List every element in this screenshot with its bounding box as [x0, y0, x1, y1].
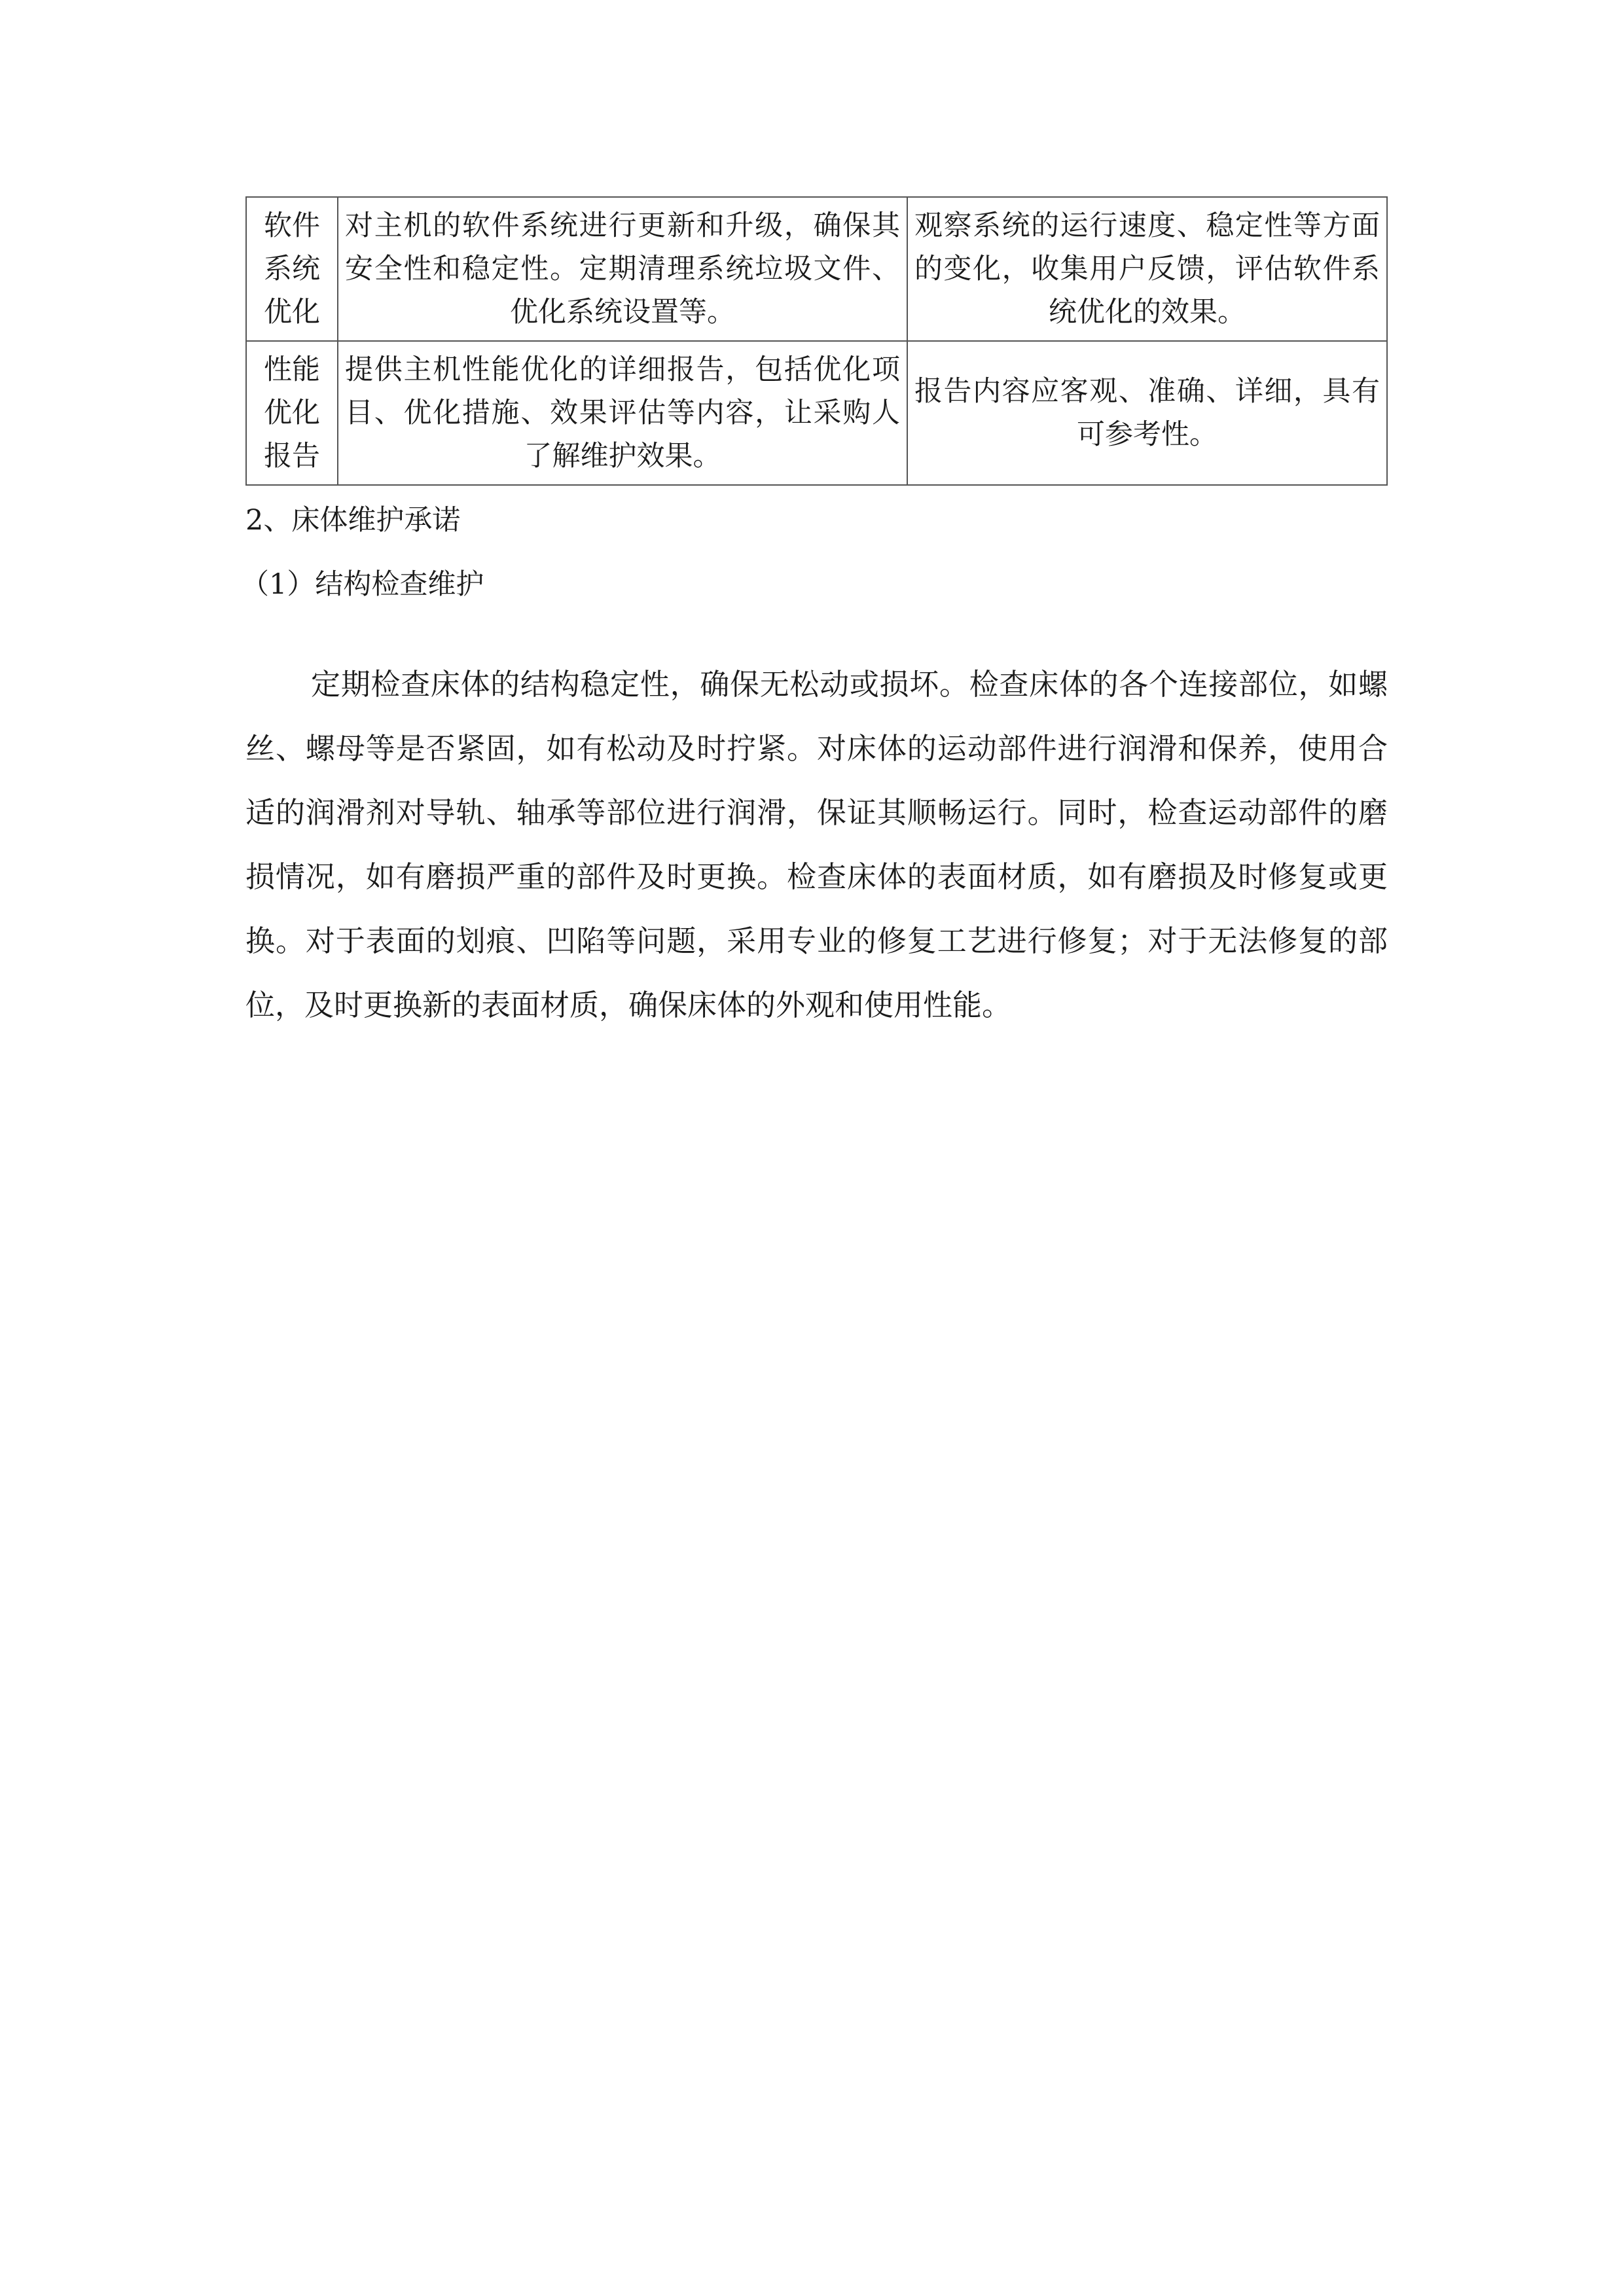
maintenance-table [245, 196, 1388, 486]
table-cell-item: 软件系统优化 [246, 197, 338, 341]
section-heading: 2、床体维护承诺 [245, 504, 461, 537]
table-row [246, 197, 1387, 341]
subsection-heading: （1）结构检查维护 [241, 568, 484, 601]
table-cell-standard: 观察系统的运行速度、稳定性等方面的变化，收集用户反馈，评估软件系统优化的效果。 [907, 197, 1387, 341]
table-cell-content: 对主机的软件系统进行更新和升级，确保其安全性和稳定性。定期清理系统垃圾文件、优化系统设置等。 [338, 197, 907, 341]
table-row [246, 341, 1387, 485]
table-cell-content: 提供主机性能优化的详细报告，包括优化项目、优化措施、效果评估等内容，让采购人了解维护效果。 [338, 341, 907, 485]
table-cell-item: 性能优化报告 [246, 341, 338, 485]
body-paragraph: 定期检查床体的结构稳定性，确保无松动或损坏。检查床体的各个连接部位，如螺丝、螺母等是否紧固，如有松动及时拧紧。对床体的运动部件进行润滑和保养，使用合适的润滑剂对导轨、轴承等部位进行润滑，保证其顺畅运行。同时，检查运动部件的磨损情况，如有磨损严重的部件及时更换。检查床体的表面材质，如有磨损及时修复或更换。对于表面的划痕、凹陷等问题，采用专业的修复工艺进行修复；对于无法修复的部位，及时更换新的表面材质，确保床体的外观和使用性能。 [245, 667, 1388, 1022]
table-cell-standard: 报告内容应客观、准确、详细，具有可参考性。 [907, 341, 1387, 485]
